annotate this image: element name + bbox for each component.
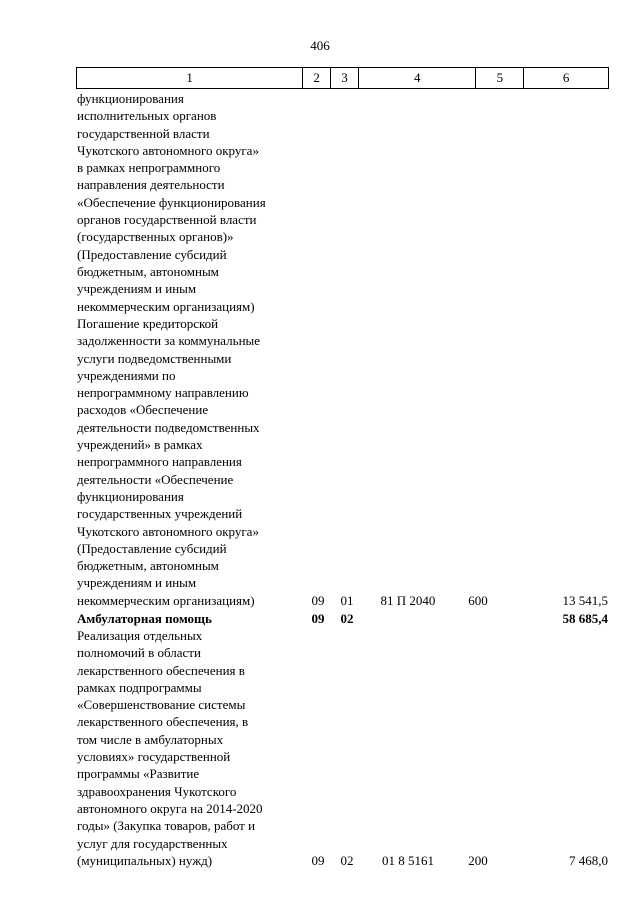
table-header <box>76 67 609 89</box>
row-sum: 58 685,4 <box>562 611 608 626</box>
header-col-5: 5 <box>476 68 524 88</box>
row-vr: 600 <box>468 593 488 608</box>
row-description: Реализация отдельных полномочий в области лекарственного обеспечения в рамках подпрограммы «Совершенствование системы лекарственного обеспечения, в том числе в амбулаторных условиях» государственной программы «Развитие здравоохранения Чукотского автономного округа на 2014-2020 годы» (Закупка товаров, работ и услуг для государственных (муниципальных) нужд) <box>77 628 263 868</box>
row-sum: 13 541,5 <box>562 593 608 608</box>
row-pr: 02 <box>340 611 354 626</box>
row-pr: 02 <box>340 853 354 868</box>
page-number: 406 <box>310 38 330 53</box>
row-description: Погашение кредиторской задолженности за коммунальные услуги подведомственными учреждениями по непрограммному направлению расходов «Обеспечение деятельности подведомственных учреждений» в рамках непрограммного направления деятельности «Обеспечение функционирования государственных учреждений Чукотского автономного округа» (Предоставление субсидий бюджетным, автономным учреждениям и иным некоммерческим организациям) <box>77 316 261 608</box>
header-col-3: 3 <box>331 68 359 88</box>
row-vr: 200 <box>468 853 488 868</box>
header-col-1: 1 <box>77 68 303 88</box>
row-description: функционирования исполнительных органов государственной власти Чукотского автономного округа» в рамках непрограммного направления деятельности «Обеспечение функционирования органов государственной власти (государственных органов)» (Предоставление субсидий бюджетным, автономным учреждениям и иным некоммерческим организациям) <box>77 91 266 314</box>
row-rz: 09 <box>311 593 325 608</box>
header-col-6: 6 <box>562 70 570 85</box>
row-rz: 09 <box>311 853 325 868</box>
row-csr: 81 П 2040 <box>380 593 436 608</box>
row-pr: 01 <box>340 593 354 608</box>
header-col-4: 4 <box>359 68 477 88</box>
row-description: Амбулаторная помощь <box>77 611 212 626</box>
header-col-2: 2 <box>303 68 331 88</box>
row-sum: 7 468,0 <box>569 853 608 868</box>
row-rz: 09 <box>311 611 325 626</box>
row-csr: 01 8 5161 <box>382 853 434 868</box>
